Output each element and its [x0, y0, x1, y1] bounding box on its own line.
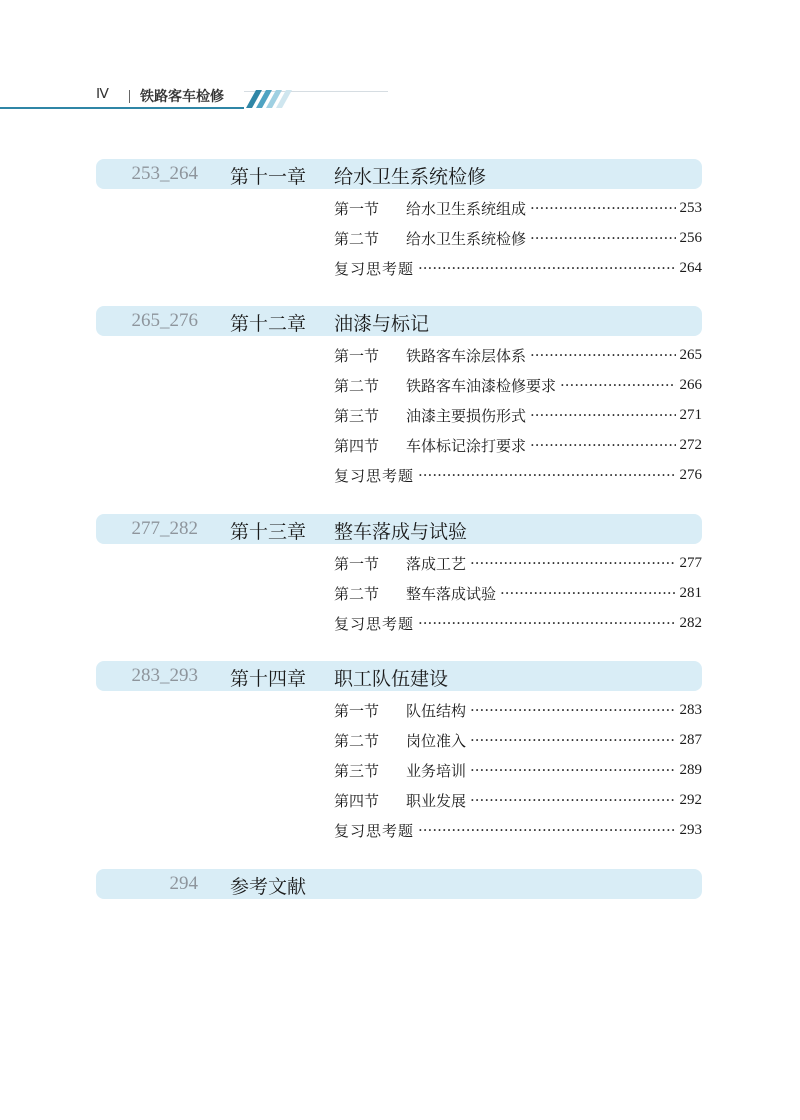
- section-page: 264: [679, 259, 702, 276]
- header-separator: [129, 90, 130, 103]
- section-page: 265: [679, 346, 702, 363]
- section-number: 第三节: [334, 406, 380, 425]
- chapter-11: [96, 159, 702, 283]
- header-stripes-decoration: [236, 90, 296, 108]
- section-number: 第二节: [334, 731, 380, 750]
- section-number: 第一节: [334, 346, 380, 365]
- chapter-title: 给水卫生系统检修: [334, 166, 487, 188]
- section-page: 283: [679, 701, 702, 718]
- chapter-title: 整车落成与试验: [334, 521, 468, 543]
- section-title: 给水卫生系统组成: [406, 199, 527, 218]
- toc-entry[interactable]: [334, 340, 702, 370]
- leader-dots: [418, 259, 675, 277]
- section-list: [96, 548, 702, 638]
- review-title: 复习思考题: [334, 821, 415, 840]
- chapter-bar[interactable]: [96, 869, 702, 899]
- references-label: 参考文献: [230, 876, 307, 898]
- section-number: 第三节: [334, 761, 380, 780]
- page-header: [0, 82, 800, 112]
- leader-dots: [560, 376, 675, 394]
- toc-entry-review[interactable]: [334, 608, 702, 638]
- section-page: 271: [679, 406, 702, 423]
- toc-entry[interactable]: [334, 400, 702, 430]
- toc-entry[interactable]: [334, 223, 702, 253]
- section-page: 253: [679, 199, 702, 216]
- section-page: 272: [679, 436, 702, 453]
- leader-dots: [530, 346, 675, 364]
- chapter-13: [96, 514, 702, 638]
- section-title: 油漆主要损伤形式: [406, 406, 527, 425]
- section-list: [96, 340, 702, 490]
- chapter-label: 第十四章: [230, 668, 307, 690]
- leader-dots: [470, 701, 675, 719]
- chapter-page-range: 277_282: [131, 518, 198, 539]
- section-title: 铁路客车涂层体系: [406, 346, 527, 365]
- chapter-title: 油漆与标记: [334, 313, 430, 335]
- section-number: 第一节: [334, 554, 380, 573]
- section-number: 第一节: [334, 701, 380, 720]
- references-page: 294: [169, 873, 198, 894]
- section-number: 第二节: [334, 376, 380, 395]
- leader-dots: [470, 761, 675, 779]
- chapter-14: [96, 661, 702, 845]
- toc-entry[interactable]: [334, 755, 702, 785]
- chapter-label: 第十三章: [230, 521, 307, 543]
- chapter-bar[interactable]: [96, 159, 702, 189]
- chapter-label: 第十二章: [230, 313, 307, 335]
- chapter-page-range: 265_276: [131, 310, 198, 331]
- leader-dots: [418, 821, 675, 839]
- leader-dots: [500, 584, 675, 602]
- section-number: 第四节: [334, 436, 380, 455]
- toc-entry[interactable]: [334, 578, 702, 608]
- section-number: 第二节: [334, 584, 380, 603]
- toc-entry[interactable]: [334, 725, 702, 755]
- section-page: 266: [679, 376, 702, 393]
- section-list: [96, 695, 702, 845]
- section-title: 整车落成试验: [406, 584, 497, 603]
- review-title: 复习思考题: [334, 466, 415, 485]
- chapter-bar[interactable]: [96, 661, 702, 691]
- toc-entry[interactable]: [334, 370, 702, 400]
- leader-dots: [530, 436, 675, 454]
- leader-dots: [470, 554, 675, 572]
- leader-dots: [530, 406, 675, 424]
- toc-entry[interactable]: [334, 785, 702, 815]
- chapter-bar[interactable]: [96, 306, 702, 336]
- page-number: Ⅳ: [96, 87, 109, 102]
- section-number: 第四节: [334, 791, 380, 810]
- section-title: 岗位准入: [406, 731, 467, 750]
- section-page: 277: [679, 554, 702, 571]
- review-title: 复习思考题: [334, 259, 415, 278]
- chapter-page-range: 283_293: [131, 665, 198, 686]
- leader-dots: [530, 229, 675, 247]
- leader-dots: [470, 791, 675, 809]
- leader-dots: [418, 614, 675, 632]
- section-title: 职业发展: [406, 791, 467, 810]
- section-title: 铁路客车油漆检修要求: [406, 376, 557, 395]
- section-title: 车体标记涂打要求: [406, 436, 527, 455]
- section-page: 287: [679, 731, 702, 748]
- leader-dots: [530, 199, 675, 217]
- section-page: 282: [679, 614, 702, 631]
- toc-entry-review[interactable]: [334, 815, 702, 845]
- section-list: [96, 193, 702, 283]
- section-number: 第一节: [334, 199, 380, 218]
- section-title: 业务培训: [406, 761, 467, 780]
- toc-entry[interactable]: [334, 695, 702, 725]
- section-page: 289: [679, 761, 702, 778]
- header-rule: [0, 107, 244, 109]
- leader-dots: [418, 466, 675, 484]
- section-title: 落成工艺: [406, 554, 467, 573]
- section-number: 第二节: [334, 229, 380, 248]
- chapter-bar[interactable]: [96, 514, 702, 544]
- chapter-label: 第十一章: [230, 166, 307, 188]
- toc-entry[interactable]: [334, 430, 702, 460]
- chapter-title: 职工队伍建设: [334, 668, 449, 690]
- section-page: 276: [679, 466, 702, 483]
- references: [96, 869, 702, 899]
- toc-entry[interactable]: [334, 548, 702, 578]
- toc-entry-review[interactable]: [334, 460, 702, 490]
- leader-dots: [470, 731, 675, 749]
- toc-entry[interactable]: [334, 193, 702, 223]
- section-page: 281: [679, 584, 702, 601]
- section-title: 队伍结构: [406, 701, 467, 720]
- chapter-12: [96, 306, 702, 490]
- book-title: 铁路客车检修: [140, 89, 224, 105]
- section-page: 256: [679, 229, 702, 246]
- section-title: 给水卫生系统检修: [406, 229, 527, 248]
- section-page: 293: [679, 821, 702, 838]
- toc-entry-review[interactable]: [334, 253, 702, 283]
- section-page: 292: [679, 791, 702, 808]
- chapter-page-range: 253_264: [131, 163, 198, 184]
- review-title: 复习思考题: [334, 614, 415, 633]
